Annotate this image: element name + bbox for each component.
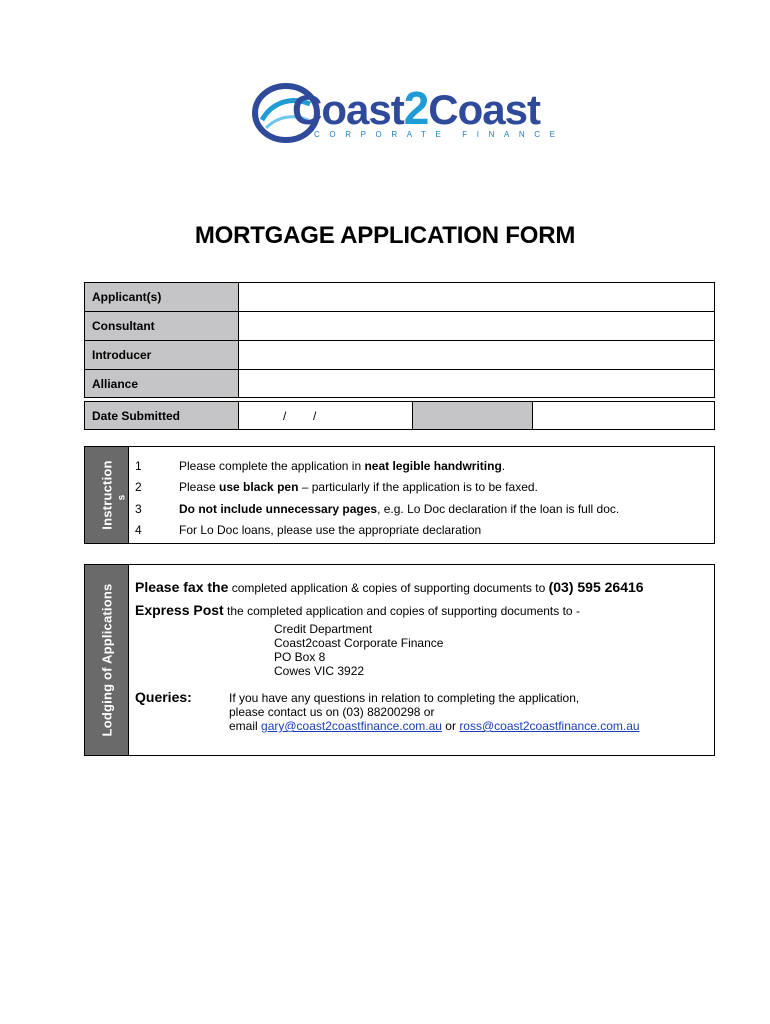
- date-submitted-label: Date Submitted: [85, 402, 239, 429]
- instruction-item: 4 For Lo Doc loans, please use the appropriate declaration: [135, 523, 482, 538]
- alliance-row: [84, 369, 715, 398]
- lodging-tab: [85, 565, 129, 755]
- express-post-instruction: Express Post the completed application and copies of supporting documents to -: [135, 602, 580, 618]
- company-logo: [252, 82, 565, 144]
- instructions-tab: [85, 447, 129, 543]
- alliance-field[interactable]: [239, 370, 714, 397]
- queries-label: Queries:: [135, 689, 192, 705]
- applicants-field[interactable]: [239, 283, 714, 311]
- fax-instruction: Please fax the completed application & copies of supporting documents to (03) 595 26416: [135, 579, 644, 595]
- applicants-label: Applicant(s): [85, 283, 239, 311]
- address-line: PO Box 8: [274, 650, 326, 664]
- address-line: Cowes VIC 3922: [274, 664, 365, 678]
- instructions-list: [129, 447, 714, 543]
- consultant-row: [84, 311, 715, 340]
- email-link-gary[interactable]: gary@coast2coastfinance.com.au: [261, 719, 442, 733]
- date-extra-field[interactable]: [533, 402, 714, 429]
- queries-section: [135, 689, 714, 733]
- date-grey-cell: [413, 402, 533, 429]
- instructions-panel: [84, 446, 715, 544]
- details-table: [84, 282, 715, 430]
- introducer-field[interactable]: [239, 341, 714, 369]
- address-line: Coast2coast Corporate Finance: [274, 636, 444, 650]
- fax-number: (03) 595 26416: [548, 579, 644, 595]
- email-link-ross[interactable]: ross@coast2coastfinance.com.au: [459, 719, 640, 733]
- postal-address: [135, 622, 714, 678]
- applicants-row: [84, 282, 715, 311]
- instruction-item: 3 Do not include unnecessary pages, e.g. Lo Doc declaration if the loan is full doc.: [135, 501, 620, 516]
- instructions-tab-overflow: s: [116, 494, 128, 501]
- logo-subtitle: CORPORATE FINANCE: [314, 130, 565, 139]
- introducer-label: Introducer: [85, 341, 239, 369]
- date-submitted-field[interactable]: / /: [239, 402, 413, 429]
- logo-wordmark: Coast2Coast: [292, 82, 540, 134]
- address-line: Credit Department: [274, 622, 373, 636]
- date-row: [84, 401, 715, 430]
- instructions-tab-label: Instruction: [99, 460, 114, 530]
- page-title: MORTGAGE APPLICATION FORM: [194, 222, 576, 249]
- instruction-item: 2 Please use black pen – particularly if the application is to be faxed.: [135, 480, 538, 495]
- consultant-field[interactable]: [239, 312, 714, 340]
- introducer-row: [84, 340, 715, 369]
- alliance-label: Alliance: [85, 370, 239, 397]
- queries-text: If you have any questions in relation to completing the application, please contact us on (03) 88200298 or email gary@coast2coastfinance.com.au or ross@coast2coastfinance.com.au: [229, 691, 640, 733]
- instruction-item: 1 Please complete the application in neat legible handwriting.: [135, 458, 506, 473]
- lodging-body: [129, 565, 714, 755]
- lodging-panel: [84, 564, 715, 756]
- consultant-label: Consultant: [85, 312, 239, 340]
- lodging-tab-label: Lodging of Applications: [99, 583, 114, 737]
